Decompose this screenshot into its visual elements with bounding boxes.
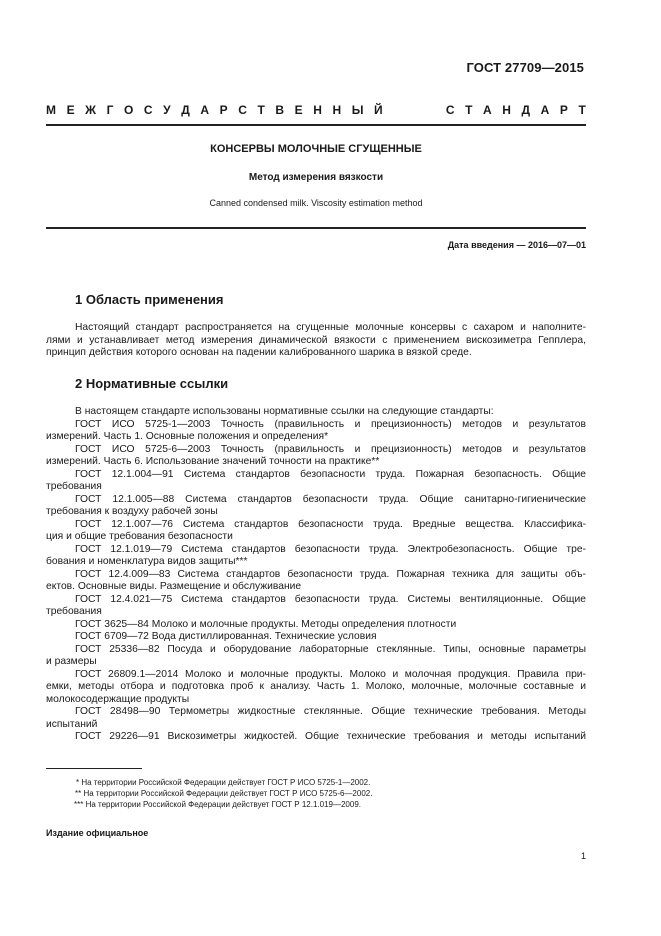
english-title: Canned condensed milk. Viscosity estimation method: [209, 198, 423, 208]
text-line: ГОСТ 12.1.019—79 Система стандартов безопасности труда. Электробезопасность. Общие тре-: [75, 543, 586, 555]
section-2-body: [46, 406, 586, 744]
text-line: измерений. Часть 1. Основные положения и определения*: [46, 431, 329, 442]
letter: Д: [181, 103, 190, 117]
text-line: ГОСТ 3625—84 Молоко и молочные продукты. Методы определения плотности: [75, 618, 457, 630]
text-line: ГОСТ 12.1.007—76 Система стандартов безопасности труда. Вредные вещества. Классифика-: [75, 518, 586, 530]
footnotes: [46, 777, 586, 810]
letter: Т: [578, 103, 586, 117]
letter: Е: [294, 103, 303, 117]
text-line: требования: [46, 481, 102, 492]
letter: Д: [521, 103, 531, 117]
text-line: ГОСТ 25336—82 Посуда и оборудование лабораторные стеклянные. Типы, основные параметры: [75, 643, 586, 655]
text-line: молокосодержащие продукты: [46, 693, 190, 705]
standard-type-heading: [46, 103, 586, 117]
text-line: ГОСТ 26809.1—2014 Молоко и молочные продукты. Молоко и молочная продукция. Правила при-: [75, 668, 586, 680]
text-line: ция и общие требования безопасности: [46, 531, 233, 542]
letter: Н: [332, 103, 342, 117]
letter: А: [200, 103, 210, 117]
divider-bottom: [46, 227, 586, 229]
footnote: ** На территории Российской Федерации действует ГОСТ Р ИСО 5725-6—2002.: [75, 789, 373, 798]
letter: А: [483, 103, 492, 117]
text-line: ектов. Основные виды. Размещение и обслуживание: [46, 581, 302, 592]
letter: Н: [313, 103, 322, 117]
section-2-heading: 2 Нормативные ссылки: [75, 376, 229, 391]
section-1-body: [46, 322, 586, 360]
text-line: Настоящий стандарт распространяется на сгущенные молочные консервы с сахаром и наполните-: [75, 322, 586, 333]
word-gap: [393, 103, 435, 117]
footnote: *** На территории Российской Федерации действует ГОСТ Р 12.1.019—2009.: [74, 800, 361, 809]
letter: У: [163, 103, 171, 117]
document-subtitle: Метод измерения вязкости: [248, 172, 384, 183]
text-line: ГОСТ 12.4.009—83 Система стандартов безопасности труда. Пожарная техника для защиты объ-: [75, 568, 586, 580]
text-line: ГОСТ 29226—91 Вискозиметры жидкостей. Общие технические требования и методы испытаний: [75, 731, 586, 742]
letter: А: [540, 103, 550, 117]
letter: Р: [219, 103, 228, 117]
text-line: ГОСТ ИСО 5725-6—2003 Точность (правильность и прецизионность) методов и результатов: [75, 443, 586, 455]
text-line: ГОСТ 12.1.004—91 Система стандартов безопасности труда. Пожарная безопасность. Общие: [75, 468, 586, 480]
letter: Ж: [85, 103, 97, 117]
letter: С: [143, 103, 153, 117]
text-line: измерений. Часть 6. Использование значений точности на практике**: [46, 456, 380, 467]
document-title: КОНСЕРВЫ МОЛОЧНЫЕ СГУЩЕННЫЕ: [210, 143, 422, 155]
letter: В: [275, 103, 285, 117]
section-1-heading: 1 Область применения: [75, 292, 224, 307]
effective-date: Дата введения — 2016—07—01: [447, 240, 586, 250]
text-line: и размеры: [46, 656, 97, 667]
letter: Н: [502, 103, 511, 117]
letter: Й: [374, 103, 383, 117]
text-line: требования: [46, 606, 102, 617]
text-line: бования и номенклатура видов защиты***: [46, 556, 248, 567]
text-line: испытаний: [46, 718, 98, 730]
text-line: емки, методы отбора и подготовка проб к анализу. Часть 1. Молоко, молочные, молочные составные и: [46, 681, 586, 692]
text-line: ГОСТ 12.1.005—88 Система стандартов безопасности труда. Общие санитарно-гигиенические: [75, 493, 586, 505]
standard-code: ГОСТ 27709—2015: [466, 60, 584, 75]
letter: Т: [465, 103, 473, 117]
letter: Е: [66, 103, 75, 117]
text-line: принцип действия которого основан на падении калиброванного шарика в вязкой среде.: [46, 347, 472, 358]
page-number: 1: [580, 851, 586, 861]
letter: О: [124, 103, 134, 117]
divider-top: [46, 124, 586, 126]
letter: М: [46, 103, 56, 117]
footnote: * На территории Российской Федерации действует ГОСТ Р ИСО 5725-1—2002.: [76, 778, 371, 787]
letter: С: [238, 103, 247, 117]
text-line: ГОСТ 28498—90 Термометры жидкостные стеклянные. Общие технические требования. Методы: [75, 706, 586, 717]
text-line: ГОСТ 6709—72 Вода дистиллированная. Технические условия: [75, 631, 377, 642]
letter: С: [445, 103, 455, 117]
text-line: В настоящем стандарте использованы нормативные ссылки на следующие стандарты:: [75, 406, 494, 417]
letter: Р: [559, 103, 568, 117]
text-line: ГОСТ 12.4.021—75 Система стандартов безопасности труда. Системы вентиляционные. Общие: [75, 593, 586, 605]
footnote-divider: [46, 768, 142, 769]
text-line: лями и устанавливает метод измерения динамической вязкости с применением вискозиметра Гепплера,: [46, 334, 586, 346]
letter: Ы: [351, 103, 364, 117]
letter: Т: [257, 103, 265, 117]
edition-note: Издание официальное: [46, 828, 149, 838]
letter: Г: [106, 103, 114, 117]
text-line: требования к воздуху рабочей зоны: [46, 506, 218, 517]
text-line: ГОСТ ИСО 5725-1—2003 Точность (правильность и прецизионность) методов и результатов: [75, 418, 586, 430]
